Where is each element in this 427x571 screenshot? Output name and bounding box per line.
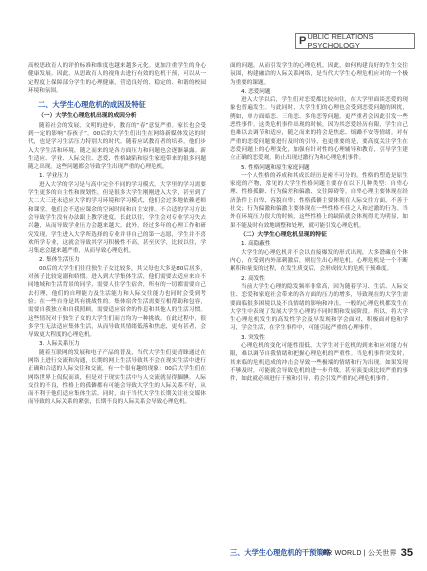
paragraph: 大学生的心理危机并不会以直接爆发的形式出现，大多潜藏在个体内心，在受到内外部刺激后，则衍生出心理危机。心理危机是一个不断累积和量变的过程，在发生质变后，会形成较大的危机干预难度。 (230, 249, 408, 273)
page-number: 35 (400, 547, 413, 559)
paragraph: 一个人性格的养成和其成长经历是密不可分的。性格的塑造是原生家庭的产物，常见的大学生性格问题主要存在以下几种类型：自卑心理、性格孤僻、行为偏差和偏激、交往障碍等。自卑心理主要体现在经济条件上自卑、容貌自卑；性格孤僻主要体现在人际交往方面，不善于社交；行为偏激和偏激主要体现在一些性格不佳之人和过激的行为。当外在环境压力很大的时候，这些性格上的缺陷就会体现得尤为明显，如果不能及时有效地调整和处理，就可能引发心理危机。 (230, 172, 408, 229)
section-heading-2: 二、大学生心理危机的成因及特征 (38, 100, 146, 110)
paragraph: 面的问题，从而引发学生的心理危机。因此，如何构建良好的生生交往氛围，构建融洽的人际关系网络，是当代大学生心理危机应对的一个极为重要的课题。 (230, 63, 408, 86)
right-column (230, 62, 408, 384)
left-column (28, 62, 206, 408)
section-header-brand (295, 33, 415, 49)
subsection-heading: （一）大学生心理危机出现的成因分析 (38, 113, 137, 120)
minor-heading: 3. 突发性 (241, 334, 265, 341)
minor-heading: 2. 高发性 (241, 275, 265, 282)
paragraph: 进入大学的学习是与高中完全不同的学习模式。大学里的学习需要学生更多的自主性和规划性，但是很多大学生刚刚进入大学，甚至到了大二大三还未适应大学的学习环境和学习模式，他们会过多地依赖老师和课堂。他们会不适应课余的空闲时间和自主安排。不合适的学习方法会导致学生没有办法跟上教学进度。长此以往，学生会对专业学习失去兴趣，从而导致学业压力会越来越大。此外，经过多年的心理工作和研究发现，学生进入大学所选择的专业并非自己的第一志愿，学生并不喜欢所学专业，这就会导致其学习积极性不高，甚至厌学，比较以往，学习集虑会越来越严重，从而导致心理危机。 (28, 181, 206, 255)
minor-heading: 5. 性格问题和原生家庭问题 (241, 164, 310, 171)
section-heading-3: 三、大学生心理危机的干预策略 (230, 548, 331, 557)
paragraph: 随着互联网的发展和电子产品的普及，当代大学生们更青睐通过在网络上进行交流和沟通，长期的网上生活导致其不会在现实生活中进行正确和合适的人际交往和交流，有一个很有趣的现象：00后大学生们在网络世界上侃侃而谈，但是对于现实生活中与人交流就显得腼腆。人际交往的不良，性格上的孤僻都有可能会导致大学生的人际关系不好，从而不利于他们适应集体生活。同时，由于当代大学生长期关注社交媒体而导致的人际关系的紧张，长期不良的人际关系会导致心理危机。 (28, 349, 206, 406)
paragraph: 00后的大学生们往往独生子女比较多，其父母也大多是80后居多，对孩子比较宠溺和娇惯。进入到大学集体生活，他们需要去适应来自不同地域和生活背景的同学，需要人住学生宿舍，所有的一切都需要自己去打理，他们的自理能力及生活能力和人际交往能力也同时会受到考验；在一些自身是其有挑战性的。集体宿舍生活需要互相帮助和包容，需要自我独立和自我照顾。需要适应宿舍的作息和其他人的生活习惯。这些情况对于独生子女的大学生们而言均为一种挑战。在此过程中，很多学生无法适应集体生活，从而导致其情绪低落和焦虑，更有甚者，会导致更大程度的心理危机。 (28, 265, 206, 339)
minor-heading: 2. 集体生活压力 (39, 257, 80, 264)
minor-heading: 1. 学业压力 (39, 173, 69, 180)
header-title: UBLIC RELATIONS PSYCHOLOGY (307, 32, 374, 50)
header-initial: P (299, 35, 307, 47)
page-footer (322, 547, 413, 559)
paragraph: 随着社会的发展，文明的进步，教育的“春”意复严重。家长也会受到一定的影响“春孩子”。00后的大学生们出生在网络新媒体发达的时代，也是学习生活压力特别大的时代。随着应试教育者的培养，他们步入大学生活和环境，随之而来的是各方面压力和问题也会逐渐暴露。新生适应、学业、人际交往、恋爱、性格缺陷和原生家庭带来的很多问题随之出现。这些问题都会导致学生出现严重的心理危机。 (28, 122, 206, 171)
paragraph: 心理危机的变化可能性很低，大学生对于危机的到来和应对能力有限，难以调节自我情绪和把握心理危机的严重性。当危机事件突发时，其来临的危机造成的冲击会导致一些极端的情绪和行为出现。如果发现不够及时，可能就会导致危机的进一步升级，甚至演变成比较严重的事件，如此就必须进行干预和引导，将会引发严重的心理危机事件。 (230, 343, 408, 383)
paragraph: 进入大学以后，学生们对恋爱都比较向往，在大学里面谈恋爱的现象也普遍发生。与此同时，大学生们的心理也会受到恋爱问题的困扰，例如，单方面暗恋、三角恋、多角恋等问题。更严重者会因此引发一些恶性事件。这类危机事件出现的时候，因为其恋爱经历有限，学生自己也难以去调节和适应，随之而来的将会是焦虑、烦躁不安等情绪。对有严重的恋爱问题要进行及时的引导，也更重要的是，要高度关注学生在恋爱问题上的心理变化，加强有针对性的心理辅导和教育，引导学生建立正确的恋爱观，防止出现过激行为和心理危机事件。 (230, 97, 408, 162)
subsection-heading: （二）大学生心理危机呈现的特征 (240, 231, 327, 238)
paragraph: 高校思政育人的评价标准和维度也越来越多元化。更加注重学生的身心健康发展。因此，从思政育人的视角去进行有效的危机干预，可以从一定程度上保障部分学生的心理健康，营造良好的、稳定的、和谐的校园环境和氛围。 (28, 63, 206, 94)
paragraph: 当前大学生心理的隐发频率非常高，因为随着学习、生活、人际交往、恋爱和家庭社会带来的各方面的压力的增多，导致现在的大学生需要面临很多困境以及不良情绪的影响和冲击，一般的心理危机都发生在大学生中表现了发展大学生心理的不同时期和发展阶段。所以，将大学生心理危机发生的高发性学会及早发现和学会面对、积极面对他和学习，学会生活，在学生事件中，可能引起严重的心理事件。 (230, 283, 408, 332)
minor-heading: 4. 恋爱问题 (241, 88, 271, 95)
minor-heading: 3. 人际关系压力 (39, 341, 80, 348)
minor-heading: 1. 高隐蔽性 (241, 241, 271, 248)
publication-name: PR WORLD | 公关世界 (322, 550, 397, 557)
